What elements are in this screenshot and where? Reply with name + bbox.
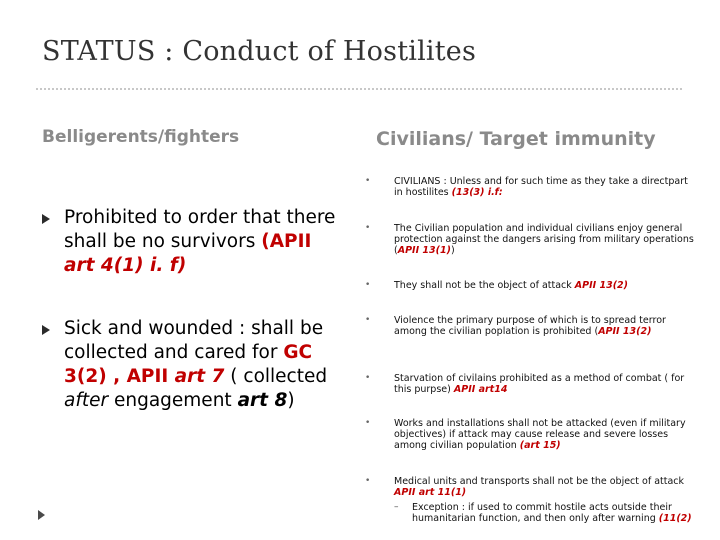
sub-bullet-item <box>394 502 694 524</box>
bullet-text: Violence the primary purpose of which is to spread terror among the civilian poplation is prohibited ( <box>394 315 666 337</box>
right-column-heading: Civilians/ Target immunity <box>376 128 656 150</box>
bullet-text: Sick and wounded : shall be collected and cared for <box>64 318 324 363</box>
legal-reference: (13(3) i.f: <box>451 187 503 198</box>
bullet-text: The Civilian population and individual civilians enjoy general protection against the dangers arising from military operations ( <box>394 223 694 256</box>
bullet-text: Starvation of civilains prohibited as a method of combat ( for this purpse) <box>394 373 685 395</box>
right-bullet-item <box>365 176 695 198</box>
bullet-text: They shall not be the object of attack <box>394 280 575 291</box>
bullet-text: Prohibited to order that there shall be no survivors <box>64 207 336 252</box>
left-bullet-item <box>42 317 342 413</box>
left-bullet-item <box>42 206 342 278</box>
bullet-text: engagement <box>108 390 238 411</box>
right-bullet-item <box>365 280 695 291</box>
left-column-heading: Belligerents/fighters <box>42 127 240 147</box>
emphasis-text: after <box>64 390 109 411</box>
bullet-dot: • <box>365 223 371 233</box>
arrow-bullet-icon <box>42 325 50 335</box>
arrow-bullet-icon <box>38 510 45 520</box>
right-bullet-item <box>365 315 695 337</box>
right-bullet-item <box>365 373 695 395</box>
left-bullet-list <box>42 206 342 413</box>
bullet-dot: • <box>365 280 371 290</box>
legal-reference: APII 13(2) <box>598 326 652 337</box>
bullet-dot: • <box>365 373 371 383</box>
legal-reference: art 8 <box>237 390 288 411</box>
right-bullet-item: • The Civilian population and individual civilians enjoy general protection against the dangers arising from military operations (APII 13(1)) <box>365 223 694 256</box>
bullet-text: Works and installations shall not be attacked (even if military objectives) if attack may cause release and severe losses among civilian population <box>394 418 686 451</box>
arrow-bullet-icon <box>42 214 50 224</box>
right-bullet-item <box>365 476 695 524</box>
bullet-text: Medical units and transports shall not be the object of attack <box>394 476 685 487</box>
legal-reference: APII 13(2) <box>574 280 629 291</box>
legal-reference: APII 13(1) <box>397 245 451 256</box>
bullet-text: CIVILIANS : Unless and for such time as they take a directpart in hostilites <box>394 176 688 198</box>
title-divider <box>36 88 682 90</box>
right-bullet-item <box>365 418 695 451</box>
legal-reference: art 4(1) i. f) <box>64 255 187 276</box>
bullet-dot: • <box>365 418 371 428</box>
legal-reference: (APII <box>261 231 312 252</box>
bullet-dot: • <box>365 176 371 186</box>
bullet-text: ) <box>287 390 295 411</box>
legal-reference: (art 15) <box>519 440 561 451</box>
sub-bullet-dash: – <box>394 502 399 512</box>
bullet-dot: • <box>365 315 371 325</box>
sub-bullet-text: Exception : if used to commit hostile acts outside their humanitarian function, and then only after warning <box>412 502 672 524</box>
legal-reference: APII art14 <box>453 384 508 395</box>
bullet-dot: • <box>365 476 371 486</box>
legal-reference: art 7 <box>174 366 225 387</box>
legal-reference: APII art 11(1) <box>394 487 467 498</box>
legal-reference: (11(2) <box>658 513 692 524</box>
legal-reference: GC 3(2) , APII <box>64 342 313 387</box>
bullet-text: ( collected <box>224 366 328 387</box>
slide-title: STATUS : Conduct of Hostilites <box>42 36 477 67</box>
